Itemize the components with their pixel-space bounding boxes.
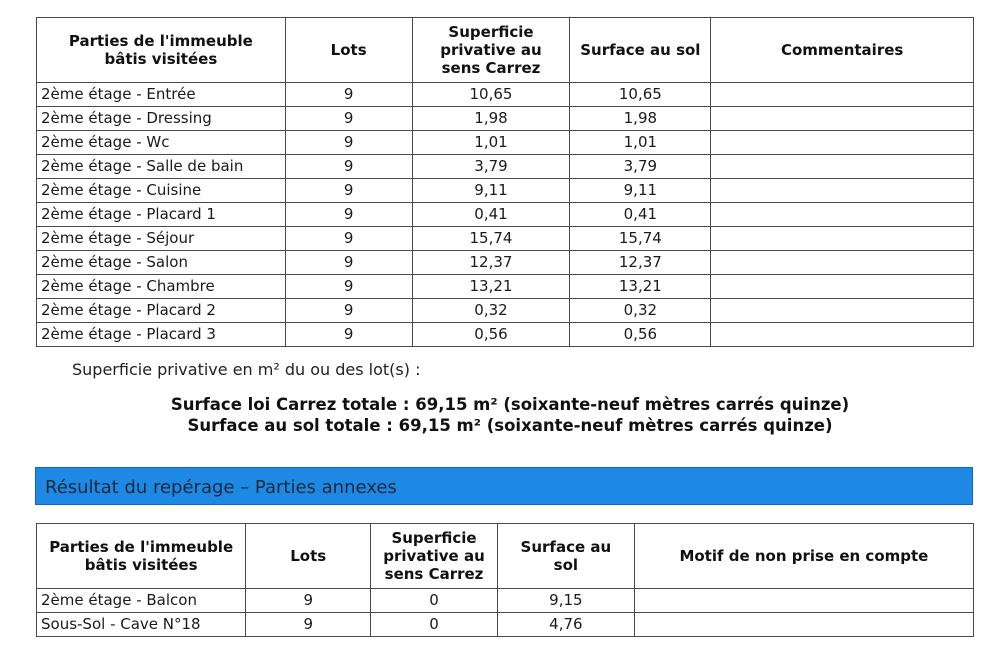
cell-partie: 2ème étage - Chambre: [37, 275, 286, 299]
cell-carrez: 1,01: [412, 131, 570, 155]
table-row: [37, 179, 974, 203]
header-surface-sol: Surface au sol: [570, 18, 711, 83]
sol-total: Surface au sol totale : 69,15 m² (soixante-neuf mètres carrés quinze): [187, 416, 833, 435]
header-surface-sol: Surface au sol: [497, 524, 634, 589]
cell-lot: 9: [285, 323, 412, 347]
cell-motif: [634, 613, 973, 637]
cell-sol: 0,56: [570, 323, 711, 347]
header-commentaires: Commentaires: [711, 18, 974, 83]
cell-commentaire: [711, 155, 974, 179]
cell-sol: 4,76: [497, 613, 634, 637]
cell-partie: 2ème étage - Salon: [37, 251, 286, 275]
cell-sol: 9,11: [570, 179, 711, 203]
table-row: [37, 83, 974, 107]
cell-motif: [634, 589, 973, 613]
cell-carrez: 0: [371, 589, 498, 613]
cell-carrez: 0,32: [412, 299, 570, 323]
cell-partie: Sous-Sol - Cave N°18: [37, 613, 246, 637]
table-row: [37, 251, 974, 275]
cell-sol: 15,74: [570, 227, 711, 251]
cell-carrez: 13,21: [412, 275, 570, 299]
cell-carrez: 15,74: [412, 227, 570, 251]
cell-lot: 9: [285, 203, 412, 227]
cell-partie: 2ème étage - Placard 3: [37, 323, 286, 347]
cell-sol: 1,01: [570, 131, 711, 155]
header-parties: Parties de l'immeuble bâtis visitées: [37, 18, 286, 83]
annexes-table: [36, 523, 974, 637]
cell-carrez: 10,65: [412, 83, 570, 107]
cell-lot: 9: [285, 155, 412, 179]
cell-sol: 12,37: [570, 251, 711, 275]
cell-partie: 2ème étage - Entrée: [37, 83, 286, 107]
cell-commentaire: [711, 251, 974, 275]
cell-lot: 9: [285, 83, 412, 107]
summary-intro: Superficie privative en m² du ou des lot(s) :: [72, 360, 421, 379]
cell-commentaire: [711, 299, 974, 323]
header-carrez: Superficie privative au sens Carrez: [412, 18, 570, 83]
header-motif: Motif de non prise en compte: [634, 524, 973, 589]
table-row: [37, 107, 974, 131]
cell-partie: 2ème étage - Cuisine: [37, 179, 286, 203]
cell-partie: 2ème étage - Wc: [37, 131, 286, 155]
cell-commentaire: [711, 179, 974, 203]
table-row: [37, 275, 974, 299]
cell-carrez: 3,79: [412, 155, 570, 179]
cell-carrez: 0,41: [412, 203, 570, 227]
cell-sol: 0,32: [570, 299, 711, 323]
header-parties: Parties de l'immeuble bâtis visitées: [37, 524, 246, 589]
cell-lot: 9: [246, 589, 371, 613]
carrez-total: Surface loi Carrez totale : 69,15 m² (soixante-neuf mètres carrés quinze): [170, 395, 850, 414]
table-row: [37, 227, 974, 251]
cell-lot: 9: [246, 613, 371, 637]
table-row: [37, 155, 974, 179]
cell-partie: 2ème étage - Séjour: [37, 227, 286, 251]
cell-sol: 10,65: [570, 83, 711, 107]
cell-partie: 2ème étage - Dressing: [37, 107, 286, 131]
cell-carrez: 0: [371, 613, 498, 637]
cell-commentaire: [711, 131, 974, 155]
carrez-table: [36, 17, 974, 347]
cell-carrez: 1,98: [412, 107, 570, 131]
table-row: [37, 299, 974, 323]
cell-commentaire: [711, 203, 974, 227]
cell-partie: 2ème étage - Placard 2: [37, 299, 286, 323]
cell-sol: 0,41: [570, 203, 711, 227]
table-row: [37, 131, 974, 155]
cell-lot: 9: [285, 227, 412, 251]
cell-sol: 9,15: [497, 589, 634, 613]
cell-carrez: 12,37: [412, 251, 570, 275]
header-lots: Lots: [285, 18, 412, 83]
cell-carrez: 9,11: [412, 179, 570, 203]
table-row: [37, 203, 974, 227]
cell-commentaire: [711, 275, 974, 299]
table-row: [37, 589, 974, 613]
cell-commentaire: [711, 83, 974, 107]
cell-sol: 1,98: [570, 107, 711, 131]
cell-lot: 9: [285, 107, 412, 131]
cell-lot: 9: [285, 131, 412, 155]
cell-partie: 2ème étage - Placard 1: [37, 203, 286, 227]
section-banner: Résultat du repérage – Parties annexes: [35, 467, 973, 505]
cell-partie: 2ème étage - Salle de bain: [37, 155, 286, 179]
cell-commentaire: [711, 323, 974, 347]
cell-lot: 9: [285, 275, 412, 299]
cell-commentaire: [711, 107, 974, 131]
cell-sol: 13,21: [570, 275, 711, 299]
header-lots: Lots: [246, 524, 371, 589]
cell-lot: 9: [285, 299, 412, 323]
table-header-row: [37, 18, 974, 83]
header-carrez: Superficie privative au sens Carrez: [371, 524, 498, 589]
cell-commentaire: [711, 227, 974, 251]
cell-partie: 2ème étage - Balcon: [37, 589, 246, 613]
cell-lot: 9: [285, 179, 412, 203]
cell-sol: 3,79: [570, 155, 711, 179]
table-header-row: [37, 524, 974, 589]
cell-lot: 9: [285, 251, 412, 275]
table-row: [37, 323, 974, 347]
cell-carrez: 0,56: [412, 323, 570, 347]
table-row: [37, 613, 974, 637]
